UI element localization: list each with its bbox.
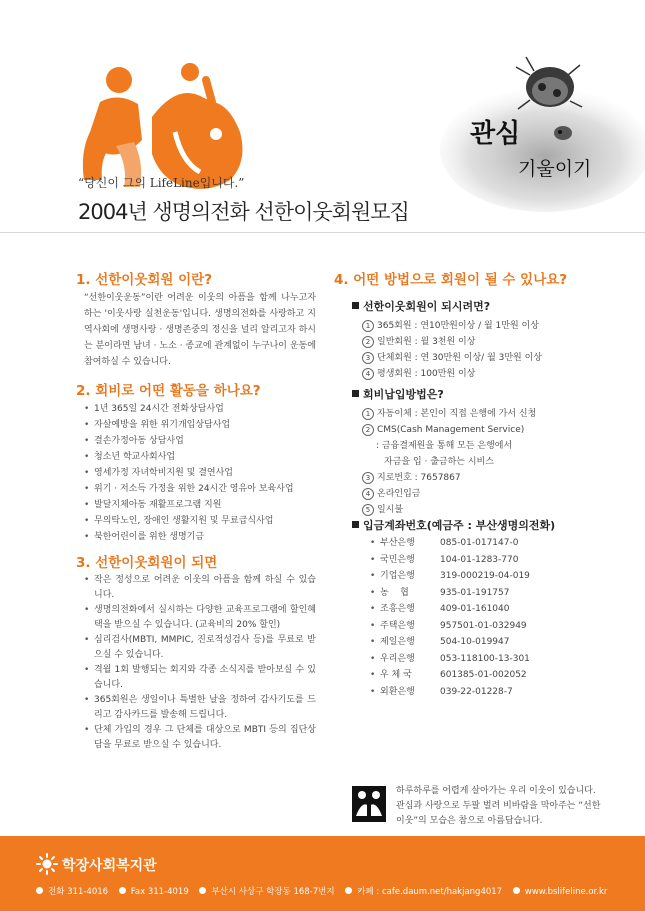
section4-title: 4. 어떤 방법으로 회원이 될 수 있나요? [334,272,568,288]
list-item: 5 일시불 [362,502,536,518]
bullet-icon [119,887,126,894]
list-item: 2 일반회원 : 월 3천원 이상 [362,334,542,350]
list-item: 1 365회원 : 연10만원이상 / 월 1만원 이상 [362,318,542,334]
list-item: 자금을 입 · 출금하는 시비스 [384,457,494,467]
table-row: • 제일은행 504-10-019947 [370,634,530,651]
bullet-icon [513,887,520,894]
list-item: 1 자동이체 : 본인이 직접 은행에 가서 신청 [362,406,536,422]
list-item: • 심리검사(MBTI, MMPIC, 진로적성검사 등)를 무료로 받으실 수 있습니다. [84,633,316,663]
section1-title: 1. 선한이웃회원 이란? [76,272,213,288]
list-item: • 무의탁노인, 장애인 생활지원 및 무료급식사업 [84,513,324,529]
sub-heading-accounts: 입금계좌번호(예금주 : 부산생명의전화) [352,517,555,533]
table-row: • 외환은행 039-22-01228-7 [370,684,530,701]
list-item: 3 단체회원 : 연 30만원 이상/ 월 3만원 이상 [362,350,542,366]
table-row: • 부산은행 085-01-017147-0 [370,535,530,552]
footer-website-link[interactable]: www.bslifeline.or.kr [524,887,608,897]
payment-methods-list [362,406,536,518]
footer-contact-info [36,885,607,897]
membership-types-list [362,318,542,382]
sub-heading-join: 선한이웃회원이 되시려면? [352,298,490,314]
corner-title-2: 기울이기 [518,158,592,180]
list-item: • 청소년 학교사회사업 [84,449,324,465]
neighbors-icon [352,786,386,822]
bullet-icon [36,887,43,894]
sun-logo-icon [36,853,58,875]
header-quote: “당신이 그의 LifeLine입니다.” [78,176,245,190]
closing-message: 하루하루를 어렵게 살아가는 우리 이웃이 있습니다. 관심과 사랑으로 두팔 벌려 비바람을 막아주는 “선한이웃”의 모습은 참으로 아름답습니다. [396,786,601,826]
list-item: • 자살예방을 위한 위기개입상담사업 [84,417,324,433]
lifeline-logo-figure [80,62,250,192]
footer-fax: Fax 311-4019 [130,887,189,897]
page-title: 2004년 생명의전화 선한이웃회원모집 [78,200,409,224]
list-item: • 발달지체아동 재활프로그램 지원 [84,497,324,513]
list-item: • 단체 가입의 경우 그 단체를 대상으로 MBTI 등의 집단상담을 무료로 받으실 수 있습니다. [84,723,316,753]
list-item: • 북한어린이를 위한 생명기금 [84,529,324,545]
ladybug-watercolor-art [430,45,645,220]
list-item: • 영세가정 자녀학비지원 및 결연사업 [84,465,324,481]
list-item: • 위기 · 저소득 가정을 위한 24시간 영유아 보육사업 [84,481,324,497]
footer-cafe-link[interactable]: 카페 : cafe.daum.net/hakjang4017 [357,887,503,897]
table-row: • 기업은행 319-000219-04-019 [370,568,530,585]
sub-heading-payment: 회비납입방법은? [352,386,444,402]
org-name: 학장사회복지관 [62,858,157,874]
list-item: 3 지로번호 : 7657867 [362,470,536,486]
table-row: • 농 협 935-01-191757 [370,585,530,602]
list-item: : 금융결제원을 통해 모든 은행에서 [376,441,513,451]
bullet-icon [345,887,352,894]
section3-title: 3. 선한이웃회원이 되면 [76,555,218,571]
corner-title-1: 관심 [470,119,521,149]
footer-phone: 전화 311-4016 [48,887,109,897]
section1-text: “선한이웃운동”이란 어려운 이웃의 아픔을 함께 나누고자 하는 '이웃사랑 실천운동'입니다. 생명의전화를 사랑하고 지역사회에 생명사랑 · 생명존중의 정신을 널리 알리고자 하시는 분이라면 남녀 · 노소 · 종교에 관계없이 누구나이 운동에 참여하실 수 있습니다. [84,293,316,367]
section3-list [84,573,316,753]
list-item: 2 CMS(Cash Management Service) [362,422,536,438]
list-item: • 격월 1회 발행되는 회지와 각종 소식지를 받아보실 수 있습니다. [84,663,316,693]
table-row: • 조흥은행 409-01-161040 [370,601,530,618]
list-item: • 365회원은 생일이나 특별한 날을 정하여 감사기도를 드리고 감사카드를 발송해 드립니다. [84,693,316,723]
list-item: 4 온라인입금 [362,486,536,502]
bank-accounts-table [370,535,530,700]
table-row: • 주택은행 957501-01-032949 [370,618,530,635]
list-item: • 1년 365일 24시간 전화상담사업 [84,401,324,417]
list-item: • 결손가정아동 상담사업 [84,433,324,449]
square-bullet-icon [352,390,359,397]
title-divider [0,232,645,233]
section2-title: 2. 회비로 어떤 활동을 하나요? [76,383,261,399]
bullet-icon [199,887,206,894]
list-item: • 생명의전화에서 실시하는 다양한 교육프로그램에 할인혜택을 받으실 수 있습니다. (교육비의 20% 할인) [84,603,316,633]
table-row: • 우 체 국 601385-01-002052 [370,667,530,684]
section2-list [84,401,324,545]
table-row: • 국민은행 104-01-1283-770 [370,552,530,569]
list-item: • 작은 정성으로 어려운 이웃의 아픔을 함께 하실 수 있습니다. [84,573,316,603]
list-item: 4 평생회원 : 100만원 이상 [362,366,542,382]
footer-address: 부산시 사상구 학장동 168-7번지 [211,887,335,897]
square-bullet-icon [352,302,359,309]
table-row: • 우리은행 053-118100-13-301 [370,651,530,668]
square-bullet-icon [352,521,359,528]
